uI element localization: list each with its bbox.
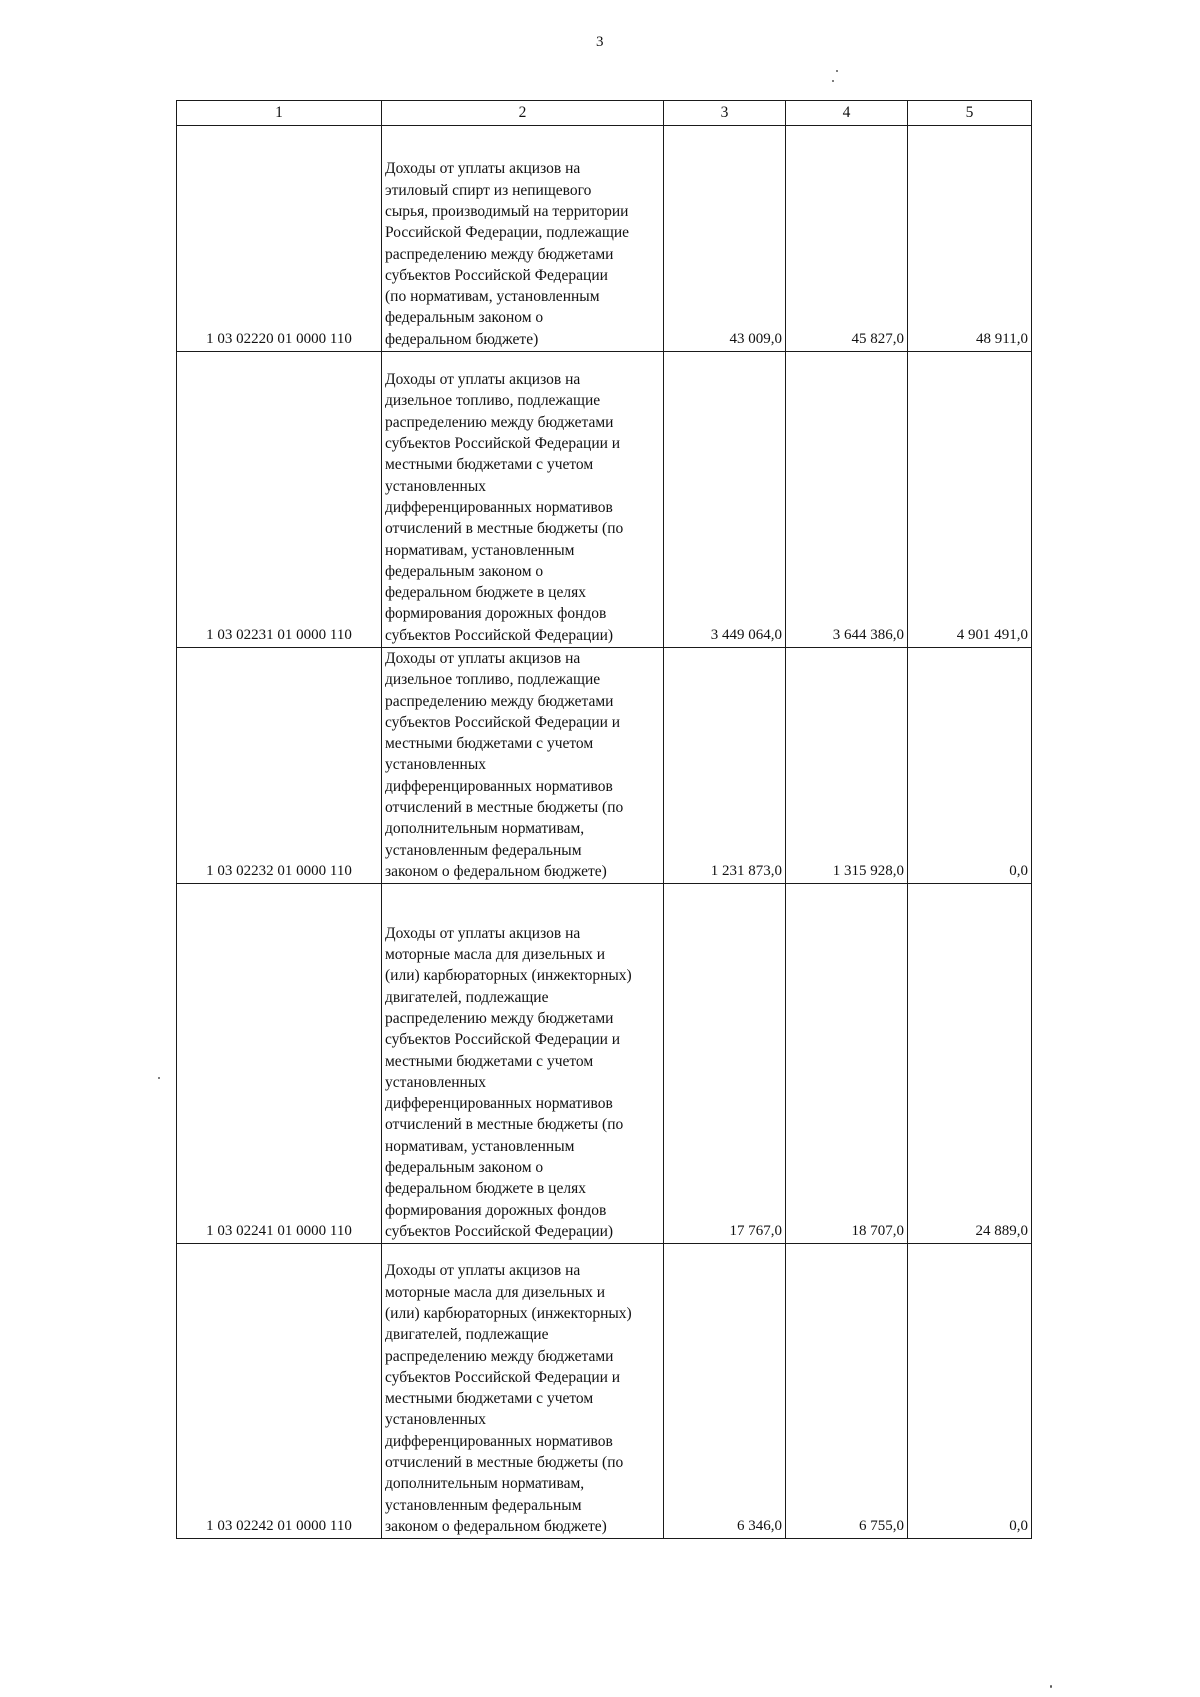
table-body xyxy=(177,126,1032,1539)
description-line: дифференцированных нормативов xyxy=(385,498,613,516)
description-line: местными бюджетами с учетом xyxy=(385,1052,594,1070)
description-line: нормативам, установленным xyxy=(385,1137,575,1155)
budget-code: 1 03 02241 01 0000 110 xyxy=(177,884,382,1244)
table-header-row xyxy=(177,101,1032,126)
amount-col-3: 17 767,0 xyxy=(664,884,786,1244)
amount-col-4: 45 827,0 xyxy=(786,126,908,352)
description-line: федеральном бюджете в целях xyxy=(385,584,586,602)
amount-col-3: 1 231 873,0 xyxy=(664,648,786,884)
description-line: дизельное топливо, подлежащие xyxy=(385,671,601,689)
description-line: формирования дорожных фондов xyxy=(385,605,607,623)
description-line: дизельное топливо, подлежащие xyxy=(385,392,601,410)
description-line: отчислений в местные бюджеты (по xyxy=(385,1454,624,1472)
description-line: распределению между бюджетами xyxy=(385,692,614,710)
description-line: субъектов Российской Федерации) xyxy=(385,626,614,644)
scan-speck xyxy=(1050,1685,1052,1688)
description-line: дифференцированных нормативов xyxy=(385,1095,613,1113)
amount-col-3: 3 449 064,0 xyxy=(664,352,786,648)
revenue-description xyxy=(382,648,664,884)
amount-col-4: 1 315 928,0 xyxy=(786,648,908,884)
amount-col-5: 24 889,0 xyxy=(908,884,1032,1244)
description-line: субъектов Российской Федерации xyxy=(385,266,608,284)
description-line: субъектов Российской Федерации и xyxy=(385,1368,621,1386)
scan-speck xyxy=(832,80,834,82)
description-line: (или) карбюраторных (инжекторных) xyxy=(385,1305,632,1322)
description-line: сырья, производимый на территории xyxy=(385,202,629,220)
table-row xyxy=(177,648,1032,884)
revenue-description xyxy=(382,352,664,648)
amount-col-5: 0,0 xyxy=(908,648,1032,884)
description-line: местными бюджетами с учетом xyxy=(385,735,594,753)
description-line: субъектов Российской Федерации и xyxy=(385,1031,621,1049)
revenue-description xyxy=(382,884,664,1244)
table-row xyxy=(177,1244,1032,1539)
description-line: Доходы от уплаты акцизов на xyxy=(385,650,581,667)
scan-speck xyxy=(158,1077,160,1079)
description-line: установленных xyxy=(385,1073,486,1091)
description-line: субъектов Российской Федерации) xyxy=(385,1222,614,1240)
amount-col-5: 4 901 491,0 xyxy=(908,352,1032,648)
amount-col-4: 18 707,0 xyxy=(786,884,908,1244)
description-line: распределению между бюджетами xyxy=(385,245,614,263)
budget-code: 1 03 02242 01 0000 110 xyxy=(177,1244,382,1539)
description-line: двигателей, подлежащие xyxy=(385,988,549,1006)
description-line: установленных xyxy=(385,1411,486,1429)
description-line: законом о федеральном бюджете) xyxy=(385,862,607,880)
description-line: (по нормативам, установленным xyxy=(385,288,600,306)
table-row xyxy=(177,352,1032,648)
amount-col-5: 0,0 xyxy=(908,1244,1032,1539)
description-line: дифференцированных нормативов xyxy=(385,1432,613,1450)
description-line: отчислений в местные бюджеты (по xyxy=(385,1116,624,1134)
description-line: субъектов Российской Федерации и xyxy=(385,435,621,453)
description-line: отчислений в местные бюджеты (по xyxy=(385,799,624,817)
amount-col-4: 3 644 386,0 xyxy=(786,352,908,648)
page-number: 3 xyxy=(596,34,604,50)
description-line: федеральным законом о xyxy=(385,562,544,580)
amount-col-4: 6 755,0 xyxy=(786,1244,908,1539)
description-line: Российской Федерации, подлежащие xyxy=(385,224,630,242)
description-line: федеральным законом о xyxy=(385,1159,544,1177)
revenue-table xyxy=(176,100,1032,1539)
amount-col-3: 43 009,0 xyxy=(664,126,786,352)
description-line: установленных xyxy=(385,756,486,774)
description-line: Доходы от уплаты акцизов на xyxy=(385,924,581,942)
column-header: 1 xyxy=(177,101,382,126)
table-row xyxy=(177,884,1032,1244)
description-line: субъектов Российской Федерации и xyxy=(385,713,621,731)
description-line: Доходы от уплаты акцизов на xyxy=(385,371,581,389)
description-line: дополнительным нормативам, xyxy=(385,1475,585,1493)
description-line: установленных xyxy=(385,477,486,495)
description-line: федеральном бюджете) xyxy=(385,330,539,348)
description-line: дифференцированных нормативов xyxy=(385,777,613,795)
description-line: распределению между бюджетами xyxy=(385,413,614,431)
description-line: установленным федеральным xyxy=(385,1496,582,1514)
revenue-description xyxy=(382,126,664,352)
column-header: 4 xyxy=(786,101,908,126)
table-row xyxy=(177,126,1032,352)
description-line: федеральным законом о xyxy=(385,309,544,327)
column-header: 2 xyxy=(382,101,664,126)
revenue-description xyxy=(382,1244,664,1539)
description-line: (или) карбюраторных (инжекторных) xyxy=(385,967,632,985)
description-line: двигателей, подлежащие xyxy=(385,1326,549,1344)
description-line: установленным федеральным xyxy=(385,841,582,859)
description-line: местными бюджетами с учетом xyxy=(385,456,594,474)
description-line: формирования дорожных фондов xyxy=(385,1201,607,1219)
description-line: этиловый спирт из непищевого xyxy=(385,181,592,199)
description-line: Доходы от уплаты акцизов на xyxy=(385,160,581,178)
description-line: федеральном бюджете в целях xyxy=(385,1180,586,1198)
description-line: нормативам, установленным xyxy=(385,541,575,559)
description-line: местными бюджетами с учетом xyxy=(385,1390,594,1408)
description-line: распределению между бюджетами xyxy=(385,1347,614,1365)
column-header: 3 xyxy=(664,101,786,126)
amount-col-3: 6 346,0 xyxy=(664,1244,786,1539)
column-header: 5 xyxy=(908,101,1032,126)
description-line: отчислений в местные бюджеты (по xyxy=(385,520,624,538)
budget-code: 1 03 02232 01 0000 110 xyxy=(177,648,382,884)
description-line: моторные масла для дизельных и xyxy=(385,1283,606,1301)
description-line: распределению между бюджетами xyxy=(385,1010,614,1027)
scan-speck xyxy=(836,70,838,72)
amount-col-5: 48 911,0 xyxy=(908,126,1032,352)
description-line: моторные масла для дизельных и xyxy=(385,946,606,964)
description-line: дополнительным нормативам, xyxy=(385,820,585,838)
budget-code: 1 03 02220 01 0000 110 xyxy=(177,126,382,352)
budget-code: 1 03 02231 01 0000 110 xyxy=(177,352,382,648)
description-line: Доходы от уплаты акцизов на xyxy=(385,1262,581,1280)
description-line: законом о федеральном бюджете) xyxy=(385,1517,607,1535)
